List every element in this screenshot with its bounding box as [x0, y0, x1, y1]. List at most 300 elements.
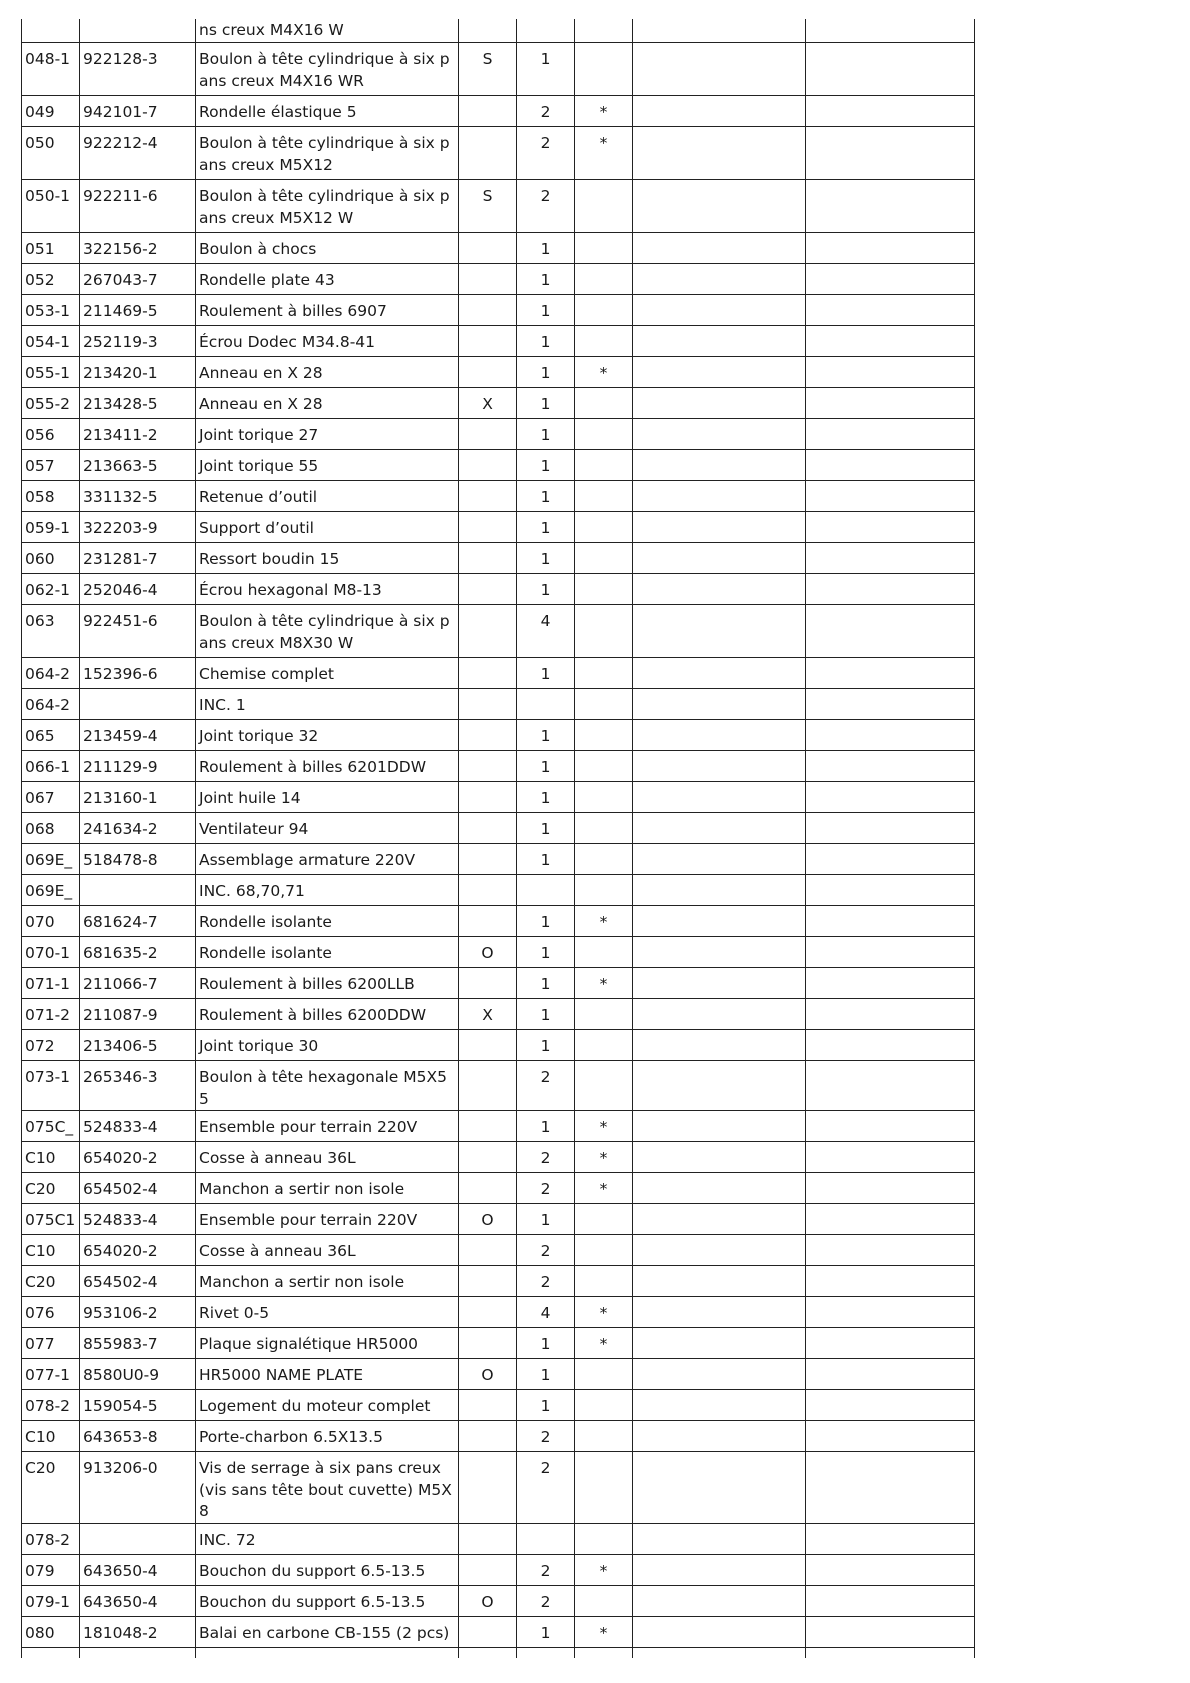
empty-cell: [806, 96, 975, 127]
description-cell: Ventilateur 94: [196, 813, 459, 844]
empty-cell: [806, 1390, 975, 1421]
mark-cell: [575, 1235, 633, 1266]
description-cell: Boulon à tête cylindrique à six pans creux M5X12: [196, 127, 459, 180]
table-row: [22, 1142, 975, 1173]
flag-cell: O: [459, 937, 517, 968]
table-row: [22, 543, 975, 574]
description-cell: Porte-charbon 6.5X13.5: [196, 1421, 459, 1452]
empty-cell: [806, 1142, 975, 1173]
empty-cell: [633, 1421, 806, 1452]
empty-cell: [806, 233, 975, 264]
mark-cell: [575, 1204, 633, 1235]
flag-cell: [459, 1616, 517, 1647]
description-cell: Cosse à anneau 36L: [196, 1142, 459, 1173]
quantity-cell: 1: [517, 264, 575, 295]
flag-cell: [459, 1173, 517, 1204]
empty-cell: [633, 1142, 806, 1173]
flag-cell: O: [459, 1204, 517, 1235]
quantity-cell: 1: [517, 844, 575, 875]
description-cell: Écrou Dodec M34.8-41: [196, 326, 459, 357]
flag-cell: O: [459, 1585, 517, 1616]
flag-cell: [459, 1452, 517, 1524]
item-number-cell: 060: [22, 543, 80, 574]
description-cell: Rondelle isolante: [196, 906, 459, 937]
table-row: [22, 264, 975, 295]
part-number-cell: 654020-2: [80, 1142, 196, 1173]
empty-cell: [806, 605, 975, 658]
item-number-cell: 068: [22, 813, 80, 844]
flag-cell: X: [459, 388, 517, 419]
mark-cell: [575, 937, 633, 968]
empty-cell: [633, 1204, 806, 1235]
item-number-cell: 063: [22, 605, 80, 658]
empty-cell: [806, 1359, 975, 1390]
description-cell: Assemblage armature 220V: [196, 844, 459, 875]
table-row: [22, 1390, 975, 1421]
empty-cell: [633, 357, 806, 388]
item-number-cell: 055-1: [22, 357, 80, 388]
flag-cell: [459, 1523, 517, 1554]
flag-cell: S: [459, 43, 517, 96]
part-number-cell: 322156-2: [80, 233, 196, 264]
quantity-cell: 1: [517, 1390, 575, 1421]
item-number-cell: 057: [22, 450, 80, 481]
flag-cell: [459, 1390, 517, 1421]
item-number-cell: 051: [22, 233, 80, 264]
table-row-continuation: [22, 1647, 975, 1658]
table-row: [22, 574, 975, 605]
mark-cell: [575, 1061, 633, 1111]
empty-cell: [633, 906, 806, 937]
description-cell: Ressort boudin 15: [196, 543, 459, 574]
empty-cell: [633, 1235, 806, 1266]
table-row: [22, 658, 975, 689]
mark-cell: [575, 43, 633, 96]
empty-cell: [633, 1173, 806, 1204]
mark-cell: [575, 751, 633, 782]
flag-cell: [459, 1266, 517, 1297]
empty-cell: [633, 43, 806, 96]
item-number-cell: C10: [22, 1142, 80, 1173]
empty-cell: [633, 782, 806, 813]
empty-cell: [806, 844, 975, 875]
table-row: [22, 481, 975, 512]
empty-cell: [806, 326, 975, 357]
flag-cell: [459, 813, 517, 844]
empty-cell: [806, 574, 975, 605]
flag-cell: [459, 720, 517, 751]
empty-cell: [633, 1585, 806, 1616]
flag-cell: [459, 1554, 517, 1585]
table-row: [22, 388, 975, 419]
quantity-cell: 1: [517, 419, 575, 450]
empty-cell: [806, 1585, 975, 1616]
quantity-cell: 1: [517, 906, 575, 937]
empty-cell: [633, 875, 806, 906]
part-number-cell: 159054-5: [80, 1390, 196, 1421]
item-number-cell: C10: [22, 1235, 80, 1266]
table-row: [22, 1421, 975, 1452]
description-cell: HR5000 NAME PLATE: [196, 1359, 459, 1390]
empty-cell: [196, 1647, 459, 1658]
quantity-cell: [517, 875, 575, 906]
empty-cell: [806, 813, 975, 844]
item-number-cell: 078-2: [22, 1523, 80, 1554]
empty-cell: [806, 906, 975, 937]
flag-cell: [459, 481, 517, 512]
quantity-cell: 1: [517, 1328, 575, 1359]
part-number-cell: 681624-7: [80, 906, 196, 937]
empty-cell: [459, 1647, 517, 1658]
item-number-cell: 079-1: [22, 1585, 80, 1616]
description-cell: Roulement à billes 6907: [196, 295, 459, 326]
empty-cell: [633, 481, 806, 512]
description-cell: Rondelle isolante: [196, 937, 459, 968]
part-number-cell: 524833-4: [80, 1204, 196, 1235]
part-number-cell: 322203-9: [80, 512, 196, 543]
quantity-cell: 1: [517, 1359, 575, 1390]
item-number-cell: 080: [22, 1616, 80, 1647]
quantity-cell: [517, 689, 575, 720]
description-cell: Manchon a sertir non isole: [196, 1266, 459, 1297]
part-number-cell: 252119-3: [80, 326, 196, 357]
table-row: [22, 1266, 975, 1297]
part-number-cell: 518478-8: [80, 844, 196, 875]
quantity-cell: 1: [517, 968, 575, 999]
description-cell: Balai en carbone CB-155 (2 pcs): [196, 1616, 459, 1647]
quantity-cell: 2: [517, 1173, 575, 1204]
table-row: [22, 1297, 975, 1328]
empty-cell: [806, 481, 975, 512]
empty-cell: [806, 1554, 975, 1585]
part-number-cell: 922211-6: [80, 180, 196, 233]
description-cell: Joint torique 32: [196, 720, 459, 751]
empty-cell: [806, 875, 975, 906]
empty-cell: [806, 1204, 975, 1235]
empty-cell: [22, 1647, 80, 1658]
part-number-cell: 231281-7: [80, 543, 196, 574]
item-number-cell: C20: [22, 1266, 80, 1297]
mark-cell: *: [575, 1111, 633, 1142]
item-number-cell: 062-1: [22, 574, 80, 605]
mark-cell: [575, 605, 633, 658]
table-row: [22, 937, 975, 968]
quantity-cell: [517, 1523, 575, 1554]
description-cell: Bouchon du support 6.5-13.5: [196, 1554, 459, 1585]
empty-cell: [633, 658, 806, 689]
quantity-cell: 2: [517, 1142, 575, 1173]
mark-cell: [575, 1421, 633, 1452]
empty-cell: [633, 1328, 806, 1359]
empty-cell: [633, 813, 806, 844]
table-row: [22, 782, 975, 813]
table-row: [22, 419, 975, 450]
empty-cell: [633, 1061, 806, 1111]
description-cell: Ensemble pour terrain 220V: [196, 1204, 459, 1235]
flag-cell: [459, 357, 517, 388]
part-number-cell: 213411-2: [80, 419, 196, 450]
flag-cell: [459, 1328, 517, 1359]
quantity-cell: 4: [517, 605, 575, 658]
mark-cell: [575, 326, 633, 357]
part-number-cell: 654502-4: [80, 1266, 196, 1297]
empty-cell: [633, 419, 806, 450]
mark-cell: *: [575, 1173, 633, 1204]
flag-cell: [459, 751, 517, 782]
description-cell: Anneau en X 28: [196, 357, 459, 388]
part-number-cell: 211087-9: [80, 999, 196, 1030]
part-number-cell: 654502-4: [80, 1173, 196, 1204]
description-cell: Vis de serrage à six pans creux (vis sans tête bout cuvette) M5X8: [196, 1452, 459, 1524]
empty-cell: [633, 751, 806, 782]
description-cell: Logement du moteur complet: [196, 1390, 459, 1421]
item-number-cell: 055-2: [22, 388, 80, 419]
table-row: [22, 450, 975, 481]
part-number-cell: 654020-2: [80, 1235, 196, 1266]
mark-cell: [575, 782, 633, 813]
flag-cell: [459, 968, 517, 999]
table-row: [22, 875, 975, 906]
empty-cell: [633, 1297, 806, 1328]
quantity-cell: 1: [517, 1111, 575, 1142]
flag-cell: [459, 419, 517, 450]
item-number-cell: C20: [22, 1173, 80, 1204]
empty-cell: [633, 968, 806, 999]
table-row: [22, 233, 975, 264]
item-number-cell: 050-1: [22, 180, 80, 233]
part-number-cell: 855983-7: [80, 1328, 196, 1359]
empty-cell: [806, 543, 975, 574]
part-number-cell: 681635-2: [80, 937, 196, 968]
part-number-cell: 213160-1: [80, 782, 196, 813]
table-row: [22, 357, 975, 388]
table-row: [22, 43, 975, 96]
table-row: [22, 1204, 975, 1235]
quantity-cell: 1: [517, 782, 575, 813]
empty-cell: [633, 1266, 806, 1297]
table-row: [22, 326, 975, 357]
flag-cell: [459, 844, 517, 875]
empty-cell: [633, 295, 806, 326]
empty-cell: [633, 689, 806, 720]
description-cell: Support d’outil: [196, 512, 459, 543]
part-number-cell: 152396-6: [80, 658, 196, 689]
part-number-cell: 213406-5: [80, 1030, 196, 1061]
quantity-cell: 1: [517, 1030, 575, 1061]
empty-cell: [806, 968, 975, 999]
item-number-cell: 070: [22, 906, 80, 937]
item-number-cell: 079: [22, 1554, 80, 1585]
item-number-cell: 049: [22, 96, 80, 127]
item-number-cell: C20: [22, 1452, 80, 1524]
empty-cell: [633, 264, 806, 295]
table-row: [22, 19, 975, 43]
empty-cell: [806, 1030, 975, 1061]
mark-cell: *: [575, 906, 633, 937]
empty-cell: [806, 419, 975, 450]
description-cell: Ensemble pour terrain 220V: [196, 1111, 459, 1142]
description-cell: Écrou hexagonal M8-13: [196, 574, 459, 605]
table-row: [22, 1616, 975, 1647]
mark-cell: *: [575, 1328, 633, 1359]
empty-cell: [80, 1647, 196, 1658]
part-number-cell: 213663-5: [80, 450, 196, 481]
item-number-cell: 053-1: [22, 295, 80, 326]
mark-cell: *: [575, 96, 633, 127]
empty-cell: [806, 1173, 975, 1204]
flag-cell: [459, 295, 517, 326]
empty-cell: [633, 1390, 806, 1421]
empty-cell: [633, 388, 806, 419]
empty-cell: [633, 720, 806, 751]
flag-cell: [459, 233, 517, 264]
item-number-cell: 077-1: [22, 1359, 80, 1390]
part-number-cell: [80, 19, 196, 43]
item-number-cell: 059-1: [22, 512, 80, 543]
mark-cell: [575, 574, 633, 605]
mark-cell: [575, 813, 633, 844]
part-number-cell: 181048-2: [80, 1616, 196, 1647]
flag-cell: S: [459, 180, 517, 233]
table-row: [22, 1111, 975, 1142]
part-number-cell: 211469-5: [80, 295, 196, 326]
empty-cell: [806, 1111, 975, 1142]
empty-cell: [806, 450, 975, 481]
part-number-cell: [80, 689, 196, 720]
description-cell: Rondelle élastique 5: [196, 96, 459, 127]
item-number-cell: 067: [22, 782, 80, 813]
flag-cell: [459, 326, 517, 357]
empty-cell: [806, 295, 975, 326]
description-cell: Retenue d’outil: [196, 481, 459, 512]
empty-cell: [633, 233, 806, 264]
table-row: [22, 968, 975, 999]
quantity-cell: 1: [517, 512, 575, 543]
mark-cell: [575, 419, 633, 450]
description-cell: ns creux M4X16 W: [196, 19, 459, 43]
quantity-cell: 1: [517, 720, 575, 751]
empty-cell: [633, 543, 806, 574]
quantity-cell: 1: [517, 481, 575, 512]
quantity-cell: 1: [517, 450, 575, 481]
part-number-cell: 265346-3: [80, 1061, 196, 1111]
empty-cell: [806, 357, 975, 388]
description-cell: Anneau en X 28: [196, 388, 459, 419]
empty-cell: [806, 264, 975, 295]
description-cell: INC. 68,70,71: [196, 875, 459, 906]
mark-cell: [575, 1359, 633, 1390]
flag-cell: O: [459, 1359, 517, 1390]
mark-cell: *: [575, 127, 633, 180]
mark-cell: *: [575, 968, 633, 999]
description-cell: Boulon à tête cylindrique à six pans creux M4X16 WR: [196, 43, 459, 96]
item-number-cell: [22, 19, 80, 43]
flag-cell: [459, 1235, 517, 1266]
part-number-cell: 213428-5: [80, 388, 196, 419]
mark-cell: [575, 1390, 633, 1421]
table-row: [22, 1328, 975, 1359]
table-row: [22, 1452, 975, 1524]
item-number-cell: 076: [22, 1297, 80, 1328]
table-row: [22, 1235, 975, 1266]
flag-cell: [459, 1421, 517, 1452]
parts-table-body: [22, 19, 975, 1658]
table-row: [22, 605, 975, 658]
quantity-cell: 2: [517, 1421, 575, 1452]
table-row: [22, 844, 975, 875]
mark-cell: [575, 844, 633, 875]
part-number-cell: [80, 875, 196, 906]
description-cell: Boulon à tête hexagonale M5X55: [196, 1061, 459, 1111]
mark-cell: [575, 875, 633, 906]
empty-cell: [806, 1647, 975, 1658]
flag-cell: [459, 96, 517, 127]
table-row: [22, 720, 975, 751]
flag-cell: [459, 1297, 517, 1328]
mark-cell: [575, 1030, 633, 1061]
quantity-cell: 4: [517, 1297, 575, 1328]
empty-cell: [633, 1616, 806, 1647]
mark-cell: [575, 512, 633, 543]
description-cell: Plaque signalétique HR5000: [196, 1328, 459, 1359]
empty-cell: [633, 1452, 806, 1524]
empty-cell: [633, 450, 806, 481]
empty-cell: [633, 1523, 806, 1554]
description-cell: INC. 72: [196, 1523, 459, 1554]
part-number-cell: 643650-4: [80, 1585, 196, 1616]
part-number-cell: 213459-4: [80, 720, 196, 751]
flag-cell: [459, 875, 517, 906]
quantity-cell: 1: [517, 999, 575, 1030]
flag-cell: [459, 450, 517, 481]
empty-cell: [806, 1061, 975, 1111]
mark-cell: [575, 1523, 633, 1554]
quantity-cell: 2: [517, 1235, 575, 1266]
empty-cell: [806, 512, 975, 543]
part-number-cell: 241634-2: [80, 813, 196, 844]
flag-cell: [459, 689, 517, 720]
mark-cell: [575, 543, 633, 574]
empty-cell: [806, 180, 975, 233]
empty-cell: [633, 605, 806, 658]
table-row: [22, 906, 975, 937]
mark-cell: [575, 180, 633, 233]
table-row: [22, 512, 975, 543]
parts-table: [21, 19, 975, 1658]
mark-cell: [575, 450, 633, 481]
empty-cell: [633, 96, 806, 127]
item-number-cell: 054-1: [22, 326, 80, 357]
table-row: [22, 96, 975, 127]
quantity-cell: 1: [517, 751, 575, 782]
part-number-cell: 922451-6: [80, 605, 196, 658]
part-number-cell: 643650-4: [80, 1554, 196, 1585]
flag-cell: [459, 543, 517, 574]
item-number-cell: 056: [22, 419, 80, 450]
item-number-cell: 069E_: [22, 844, 80, 875]
empty-cell: [806, 782, 975, 813]
item-number-cell: 071-1: [22, 968, 80, 999]
quantity-cell: 1: [517, 233, 575, 264]
item-number-cell: 075C1: [22, 1204, 80, 1235]
mark-cell: [575, 658, 633, 689]
empty-cell: [633, 512, 806, 543]
item-number-cell: 071-2: [22, 999, 80, 1030]
part-number-cell: 524833-4: [80, 1111, 196, 1142]
part-number-cell: [80, 1523, 196, 1554]
flag-cell: [459, 658, 517, 689]
table-row: [22, 1173, 975, 1204]
